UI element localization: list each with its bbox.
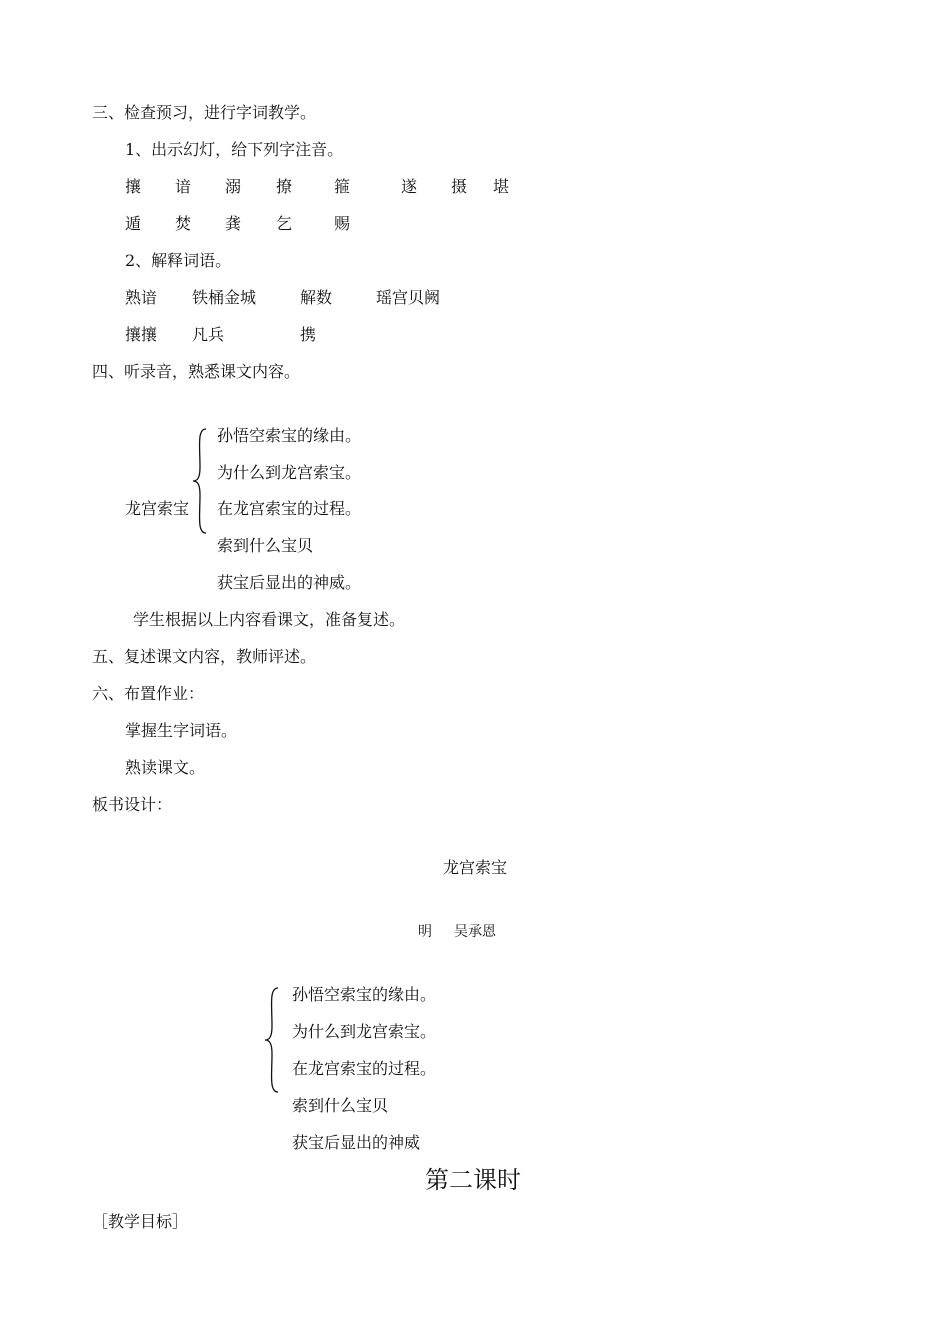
word-5: 攘攘 (125, 325, 158, 344)
outline-point-2: 为什么到龙宫索宝。 (217, 463, 362, 482)
board-point-1: 孙悟空索宝的缘由。 (292, 985, 437, 1004)
char-6: 遂 (401, 177, 418, 196)
homework-task-2: 熟读课文。 (125, 758, 206, 777)
board-heading: 板书设计： (92, 795, 173, 814)
char-5: 箍 (334, 177, 351, 196)
char-10: 焚 (175, 214, 192, 233)
section3-item2: 2、解释词语。 (125, 251, 232, 270)
section4-heading: 四、听录音，熟悉课文内容。 (92, 362, 301, 381)
char-3: 溺 (225, 177, 242, 196)
char-7: 摄 (451, 177, 468, 196)
outline-topic: 龙宫索宝 (125, 499, 190, 518)
word-1: 熟谙 (125, 288, 158, 307)
board-title: 龙宫索宝 (443, 858, 508, 877)
char-13: 赐 (334, 214, 351, 233)
word-2: 铁桶金城 (192, 288, 257, 307)
section5-heading: 五、复述课文内容，教师评述。 (92, 647, 317, 666)
char-9: 遁 (125, 214, 142, 233)
char-8: 堪 (493, 177, 510, 196)
lesson2-title: 第二课时 (425, 1166, 521, 1194)
outline-point-5: 获宝后显出的神威。 (217, 573, 362, 592)
section4-note: 学生根据以上内容看课文，准备复述。 (133, 610, 406, 629)
outline-point-4: 索到什么宝贝 (217, 536, 314, 555)
word-3: 解数 (300, 288, 333, 307)
board-curly-brace (262, 986, 282, 1094)
section6-heading: 六、布置作业： (92, 684, 205, 703)
char-4: 撩 (276, 177, 293, 196)
word-4: 瑶宫贝阙 (376, 288, 441, 307)
word-7: 携 (300, 325, 317, 344)
lesson2-goals-label: ［教学目标］ (92, 1212, 189, 1231)
homework-task-1: 掌握生字词语。 (125, 721, 238, 740)
board-dynasty: 明 (418, 924, 432, 940)
board-point-4: 索到什么宝贝 (292, 1096, 389, 1115)
word-6: 凡兵 (192, 325, 225, 344)
char-12: 乞 (276, 214, 293, 233)
board-point-3: 在龙宫索宝的过程。 (292, 1059, 437, 1078)
char-1: 攘 (125, 177, 142, 196)
outline-point-3: 在龙宫索宝的过程。 (217, 499, 362, 518)
char-2: 谙 (175, 177, 192, 196)
curly-brace (190, 427, 210, 535)
board-point-5: 获宝后显出的神威 (292, 1133, 421, 1152)
outline-point-1: 孙悟空索宝的缘由。 (217, 426, 362, 445)
section3-item1: 1、出示幻灯，给下列字注音。 (125, 140, 344, 159)
board-point-2: 为什么到龙宫索宝。 (292, 1022, 437, 1041)
board-author: 吴承恩 (454, 924, 496, 940)
char-11: 龚 (225, 214, 242, 233)
section3-heading: 三、检查预习，进行字词教学。 (92, 103, 317, 122)
